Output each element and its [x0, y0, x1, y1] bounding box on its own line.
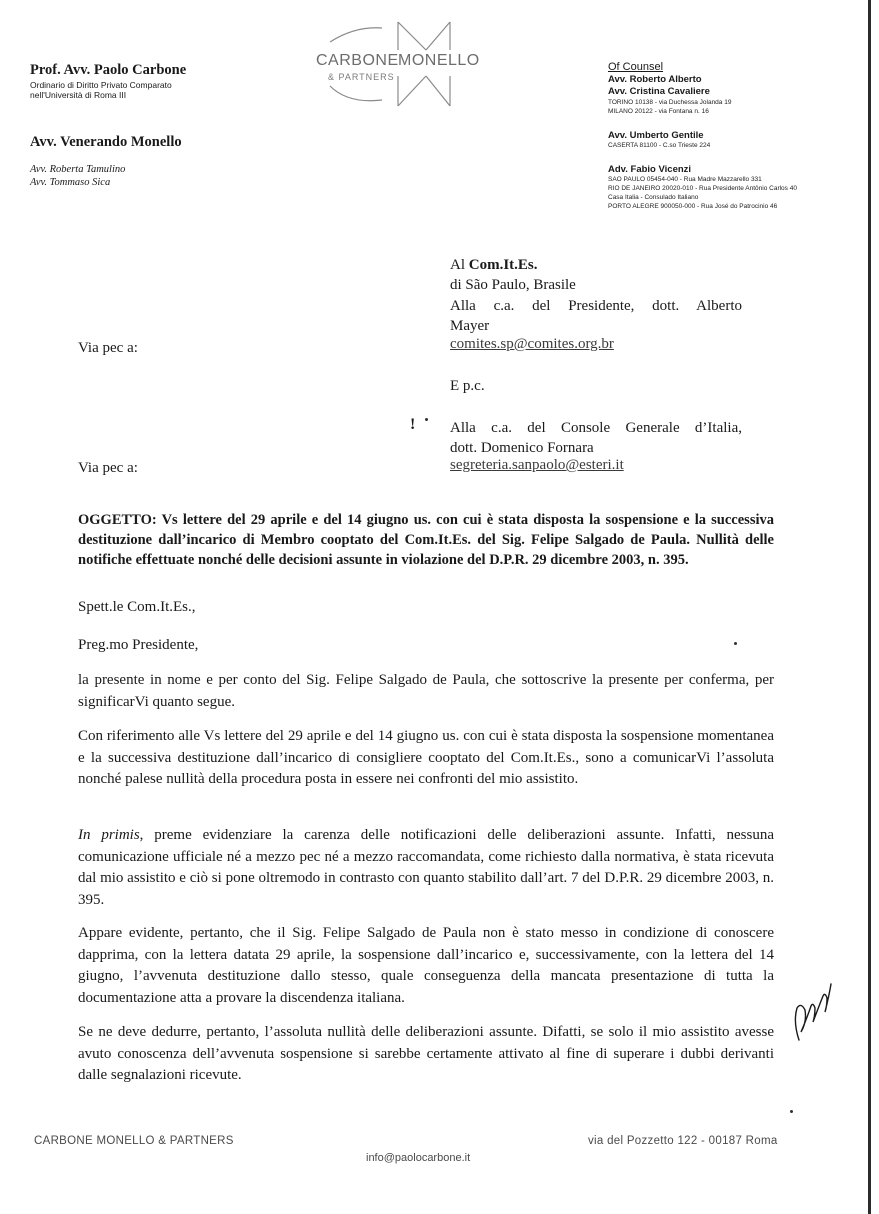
- salutation-president: Preg.mo Presidente,: [78, 637, 199, 653]
- initials-signature-icon: [785, 962, 835, 1052]
- recipient-comites: Com.It.Es.: [468, 257, 538, 273]
- subject-block: OGGETTO: Vs lettere del 29 aprile e del 14 giugno us. con cui è stata disposta la sospensione e la successiva destituzione dall’incarico di Membro cooptato del Com.It.Es. del Sig. Felipe Salgado de Paula. Nullità delle notifiche effettuate nonché delle decisioni assunte in violazione del D.P.R. 29 dicembre 2003, n. 395.: [78, 512, 774, 568]
- logo-partners: & PARTNERS: [328, 72, 395, 82]
- recipient-attention: Alla c.a. del Presidente, dott. Alberto: [450, 298, 742, 314]
- recipient-consul-attention: Alla c.a. del Console Generale d’Italia,: [450, 420, 742, 436]
- counsel-vicenzi: Adv. Fabio Vicenzi: [608, 164, 692, 175]
- page-edge: [868, 0, 871, 1214]
- counsel-cavaliere: Avv. Cristina Cavaliere: [608, 86, 710, 97]
- logo-word-monello: MONELLO: [398, 52, 480, 69]
- counsel-vicenzi-addr-4: PORTO ALEGRE 900050-000 - Rua José do Patrocinio 46: [608, 203, 778, 210]
- counsel-vicenzi-addr-2: RIO DE JANEIRO 20020-010 - Rua Presidente Antônio Carlos 40: [608, 185, 797, 192]
- paragraph-2: Con riferimento alle Vs lettere del 29 aprile e del 14 giugno us. con cui è stata disposta la sospensione momentanea e la successiva destituzione dall’incarico di consigliere cooptato del Com.It.Es., sono a comunicarVi l’assoluta nonché palese nullità della procedura posta in essere nei confronti del mio assistito.: [78, 728, 774, 787]
- paragraph-1: la presente in nome e per conto del Sig. Felipe Salgado de Paula, che sottoscrive la presente per conferma, per significarVi quanto segue.: [78, 672, 774, 710]
- paragraph-5: Se ne deve dedurre, pertanto, l’assoluta nullità delle deliberazioni assunte. Difatti, se solo il mio assistito avesse avuto conoscenza dell’avvenuta sospensione si sarebbe certamente attivato al fine di superare i dubbi derivanti dalle segnalazioni ricevute.: [78, 1024, 774, 1083]
- footer-address: via del Pozzetto 122 - 00187 Roma: [588, 1135, 778, 1147]
- via-pec-label-1: Via pec a:: [78, 340, 138, 356]
- counsel-cavaliere-addr-2: MILANO 20122 - via Fontana n. 16: [608, 108, 709, 115]
- associate-name-2: Avv. Tommaso Sica: [30, 177, 111, 188]
- scan-speck: !: [410, 416, 416, 433]
- recipient-al: Al: [450, 257, 465, 273]
- counsel-vicenzi-addr-1: SAO PAULO 05454-040 - Rua Madre Mazzarello 331: [608, 176, 762, 183]
- logo-word-carbone: CARBONE: [316, 52, 399, 69]
- partner-title-line1: Ordinario di Diritto Privato Comparato: [30, 80, 172, 90]
- scan-dot: [425, 418, 428, 421]
- recipient-city: di São Paulo, Brasile: [450, 277, 576, 293]
- counsel-vicenzi-addr-3: Casa Italia - Consulado Italiano: [608, 194, 699, 201]
- scan-dot: [790, 1110, 793, 1113]
- epc-label: E p.c.: [450, 378, 485, 394]
- partner-name-monello: Avv. Venerando Monello: [30, 134, 182, 150]
- via-pec-label-2: Via pec a:: [78, 460, 138, 476]
- paragraph-3-text: , preme evidenziare la carenza delle notificazioni delle deliberazioni assunte. Infatti, nessuna comunicazione ufficiale né a mezzo pec né a mezzo raccomandata, come richiesto dalla normativa, è stata ricevuta dal mio assistito e ciò si pone oltremodo in contrasto con quanto stabilito dall’art. 7 del D.P.R. 29 dicembre 2003, n. 395.: [78, 827, 774, 908]
- counsel-gentile-addr: CASERTA 81100 - C.so Trieste 224: [608, 142, 711, 149]
- counsel-alberto: Avv. Roberto Alberto: [608, 74, 702, 85]
- recipient-line-1: [450, 255, 538, 275]
- footer-email[interactable]: info@paolocarbone.it: [366, 1152, 471, 1164]
- email-consulate-link[interactable]: segreteria.sanpaolo@esteri.it: [450, 457, 624, 473]
- counsel-cavaliere-addr-1: TORINO 10138 - via Duchessa Jolanda 19: [608, 99, 732, 106]
- associate-name-1: Avv. Roberta Tamulino: [30, 164, 126, 175]
- email-comites-link[interactable]: comites.sp@comites.org.br: [450, 336, 614, 352]
- firm-logo: [300, 14, 485, 114]
- paragraph-4: Appare evidente, pertanto, che il Sig. Felipe Salgado de Paula non è stato messo in condizione di conoscere dapprima, con la lettera datata 29 aprile, la sospensione dall’incarico e, successivamente, con la lettera del 14 giugno, l’avvenuta destituzione dallo stesso, quale conseguenza della mancata presentazione di tutta la documentazione atta a provare la discendenza italiana.: [78, 925, 774, 1006]
- recipient-consul-name: dott. Domenico Fornara: [450, 440, 594, 456]
- of-counsel-title: Of Counsel: [608, 61, 664, 73]
- partner-title-line2: nell'Università di Roma III: [30, 90, 127, 100]
- paragraph-3: [78, 825, 774, 911]
- partner-name-carbone: Prof. Avv. Paolo Carbone: [30, 62, 187, 78]
- counsel-gentile: Avv. Umberto Gentile: [608, 130, 704, 141]
- footer-firm-name: CARBONE MONELLO & PARTNERS: [34, 1135, 234, 1147]
- recipient-name: Mayer: [450, 318, 490, 334]
- paragraph-3-emphasis: In primis: [78, 827, 140, 843]
- salutation-comites: Spett.le Com.It.Es.,: [78, 599, 196, 615]
